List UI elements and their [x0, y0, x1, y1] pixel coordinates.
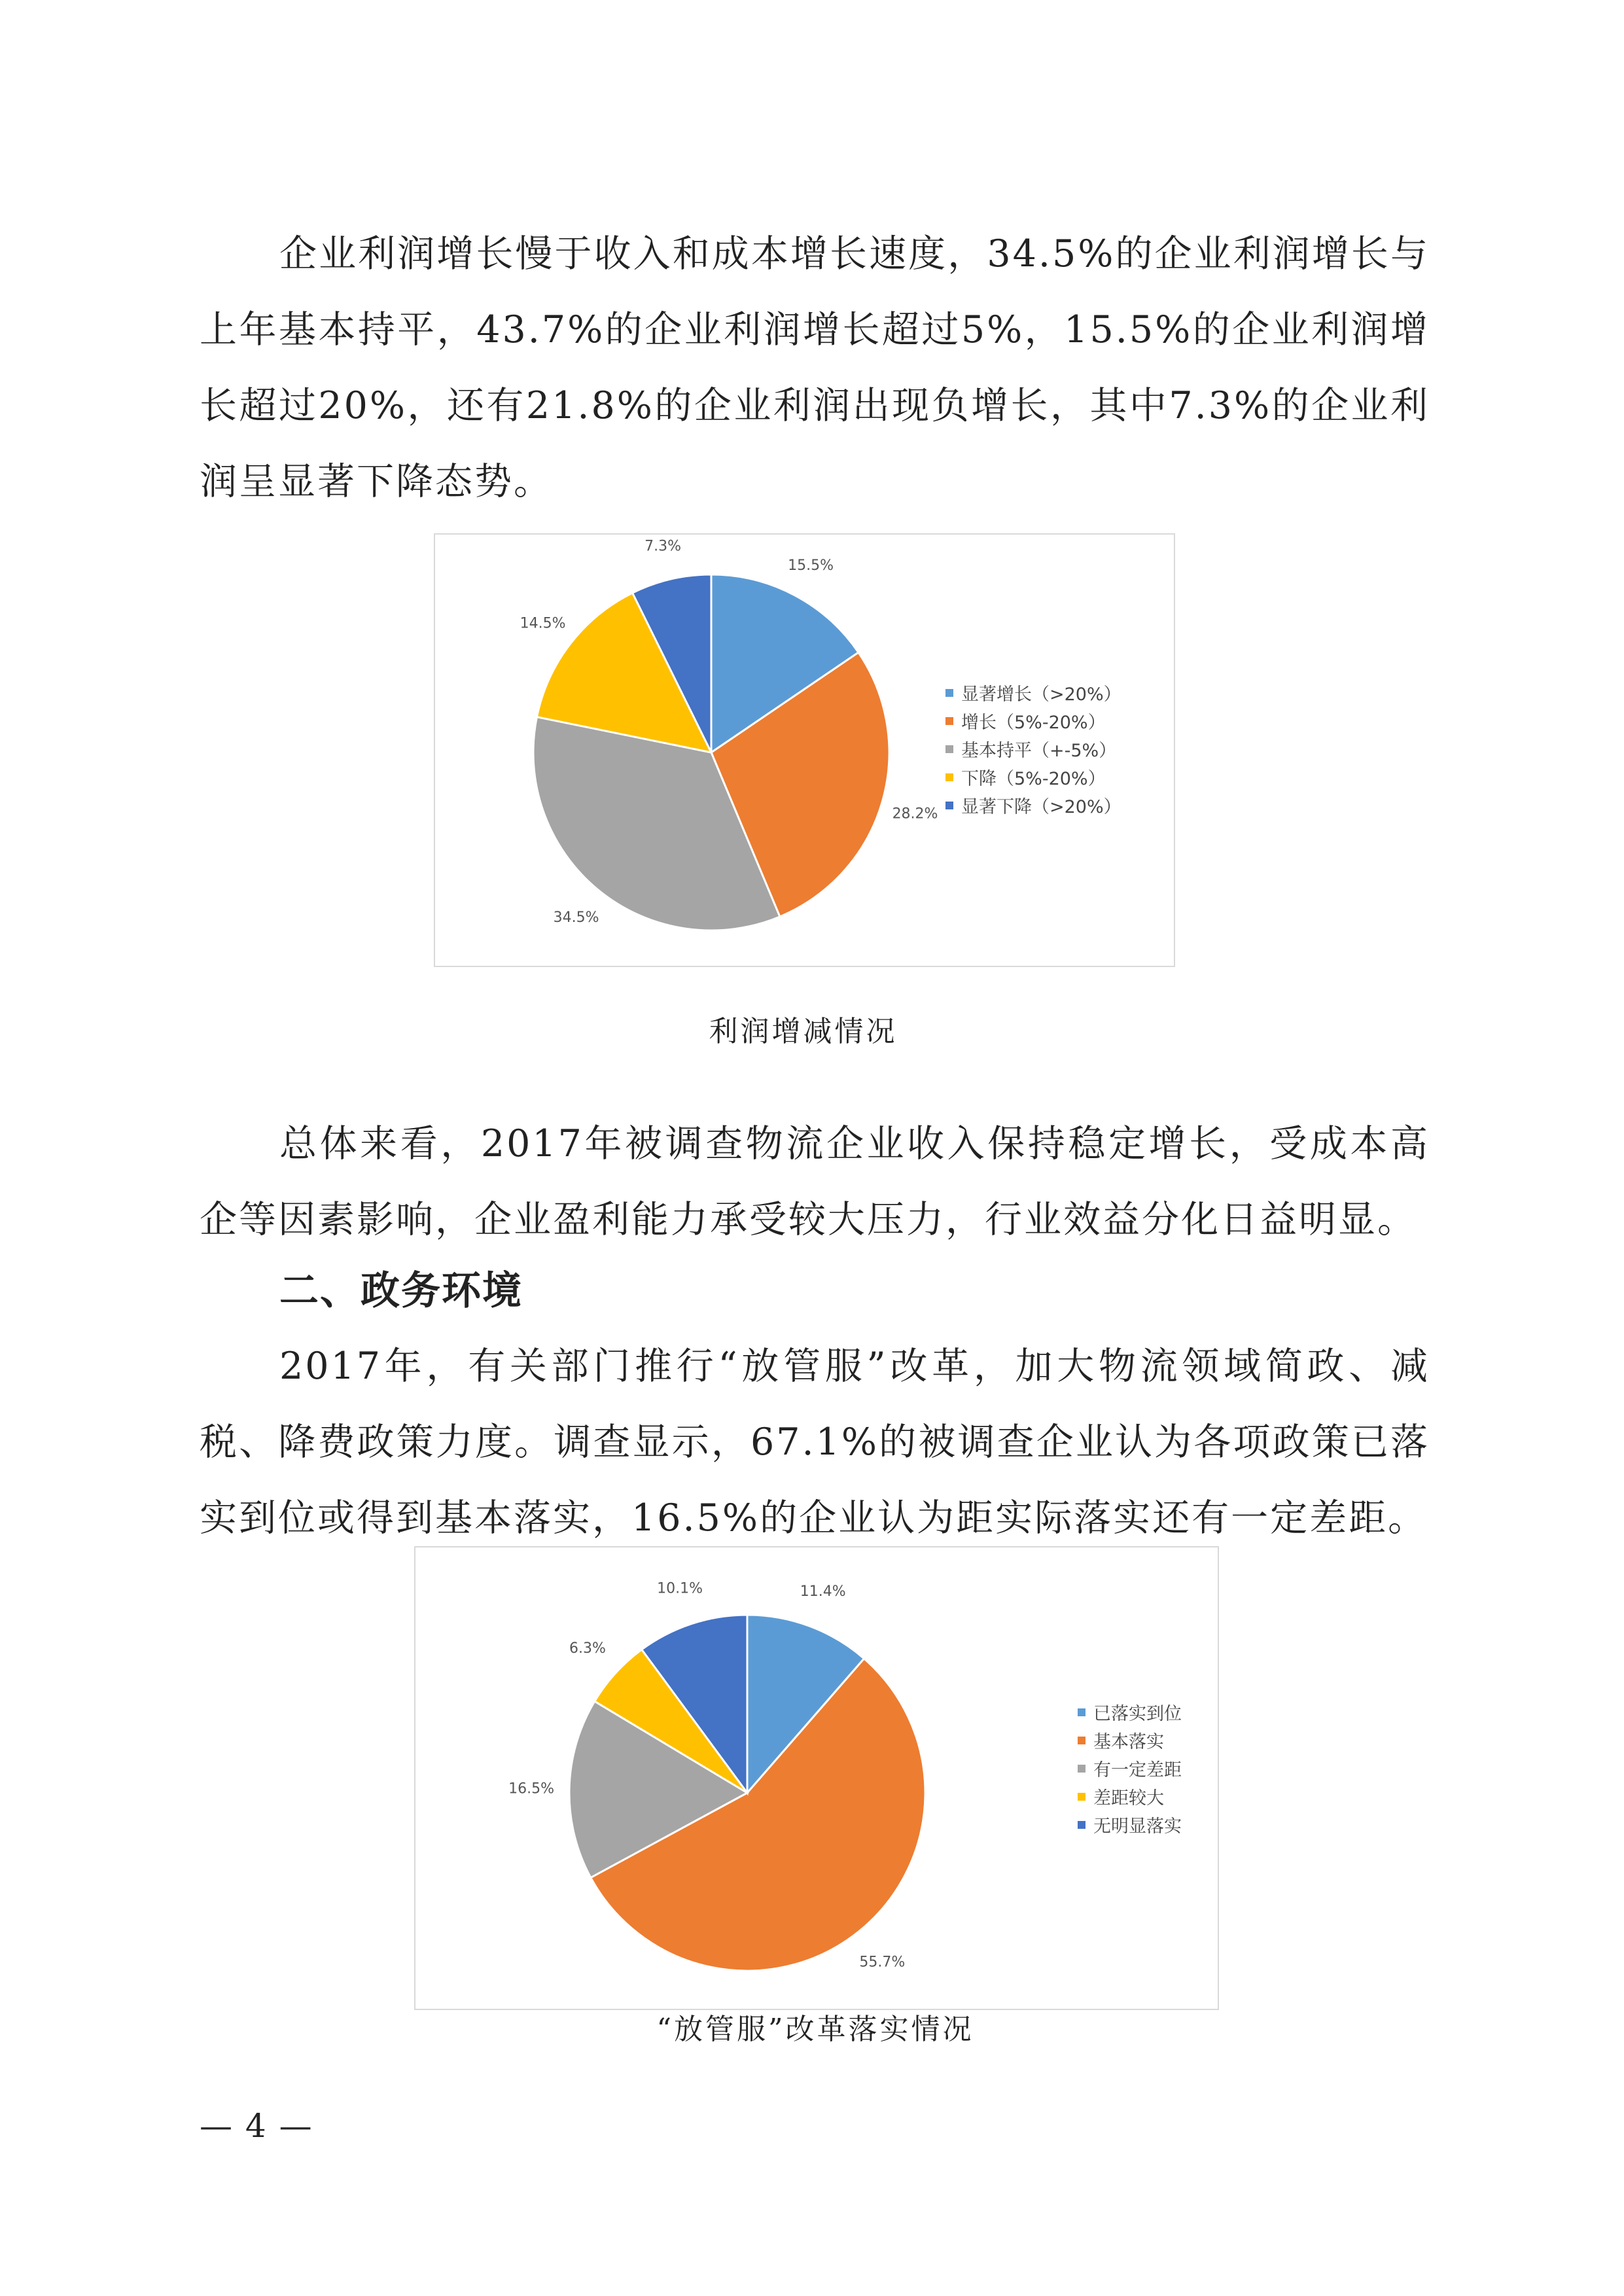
slice-label: 34.5%: [553, 910, 599, 927]
paragraph-summary: 总体来看，2017年被调查物流企业收入保持稳定增长，受成本高企等因素影响，企业盈利能力承受较大压力，行业效益分化日益明显。: [200, 1122, 1430, 1241]
legend-item: [1078, 1782, 1182, 1810]
legend-label: 基本持平（+-5%）: [961, 741, 1117, 761]
legend-label: 下降（5%-20%）: [961, 769, 1106, 789]
legend-swatch: [1078, 1708, 1086, 1716]
legend-item: [1078, 1726, 1182, 1754]
profit-legend: [945, 679, 1121, 819]
legend-label: 显著增长（>20%）: [961, 684, 1121, 705]
reform-chart: [414, 1546, 1219, 2010]
legend-label: 无明显落实: [1093, 1816, 1182, 1837]
page-number: — 4 —: [200, 2107, 313, 2145]
legend-item: [1078, 1698, 1182, 1726]
reform-legend: [1078, 1698, 1182, 1839]
slice-label: 6.3%: [569, 1640, 606, 1657]
profit-chart-caption: 利润增减情况: [709, 1015, 898, 1048]
legend-label: 已落实到位: [1093, 1704, 1182, 1724]
legend-item: [945, 763, 1121, 791]
legend-swatch: [1078, 1821, 1086, 1829]
legend-swatch: [945, 745, 953, 753]
legend-item: [945, 707, 1121, 735]
paragraph-government: 2017年，有关部门推行“放管服”改革，加大物流领域简政、减税、降费政策力度。调查显示，67.1%的被调查企业认为各项政策已落实到位或得到基本落实，16.5%的企业认为距实际落实还有一定差距。: [200, 1345, 1430, 1540]
slice-label: 28.2%: [892, 805, 938, 822]
legend-label: 增长（5%-20%）: [961, 713, 1106, 733]
slice-label: 16.5%: [508, 1780, 555, 1797]
slice-label: 10.1%: [657, 1580, 703, 1597]
slice-label: 15.5%: [788, 557, 834, 574]
legend-swatch: [945, 773, 953, 781]
slice-label: 11.4%: [800, 1583, 846, 1600]
legend-swatch: [1078, 1793, 1086, 1801]
legend-label: 基本落实: [1093, 1732, 1164, 1752]
slice-label: 55.7%: [859, 1954, 906, 1971]
legend-label: 差距较大: [1093, 1788, 1164, 1809]
reform-chart-caption: “放管服”改革落实情况: [656, 2013, 974, 2046]
legend-label: 显著下降（>20%）: [961, 797, 1121, 817]
legend-swatch: [945, 689, 953, 697]
legend-swatch: [1078, 1765, 1086, 1773]
paragraph-profit: 企业利润增长慢于收入和成本增长速度，34.5%的企业利润增长与上年基本持平，43.7%的企业利润增长超过5%，15.5%的企业利润增长超过20%，还有21.8%的企业利润出现负增长，其中7.3%的企业利润呈显著下降态势。: [200, 232, 1430, 503]
slice-label: 7.3%: [644, 538, 682, 555]
profit-chart: [434, 533, 1175, 967]
legend-item: [945, 791, 1121, 819]
legend-swatch: [1078, 1737, 1086, 1744]
legend-item: [1078, 1810, 1182, 1839]
legend-item: [945, 679, 1121, 707]
legend-swatch: [945, 717, 953, 725]
legend-swatch: [945, 802, 953, 809]
legend-item: [1078, 1754, 1182, 1782]
legend-label: 有一定差距: [1093, 1760, 1182, 1780]
section-heading: 二、政务环境: [279, 1268, 523, 1314]
legend-item: [945, 735, 1121, 763]
slice-label: 14.5%: [520, 615, 566, 632]
